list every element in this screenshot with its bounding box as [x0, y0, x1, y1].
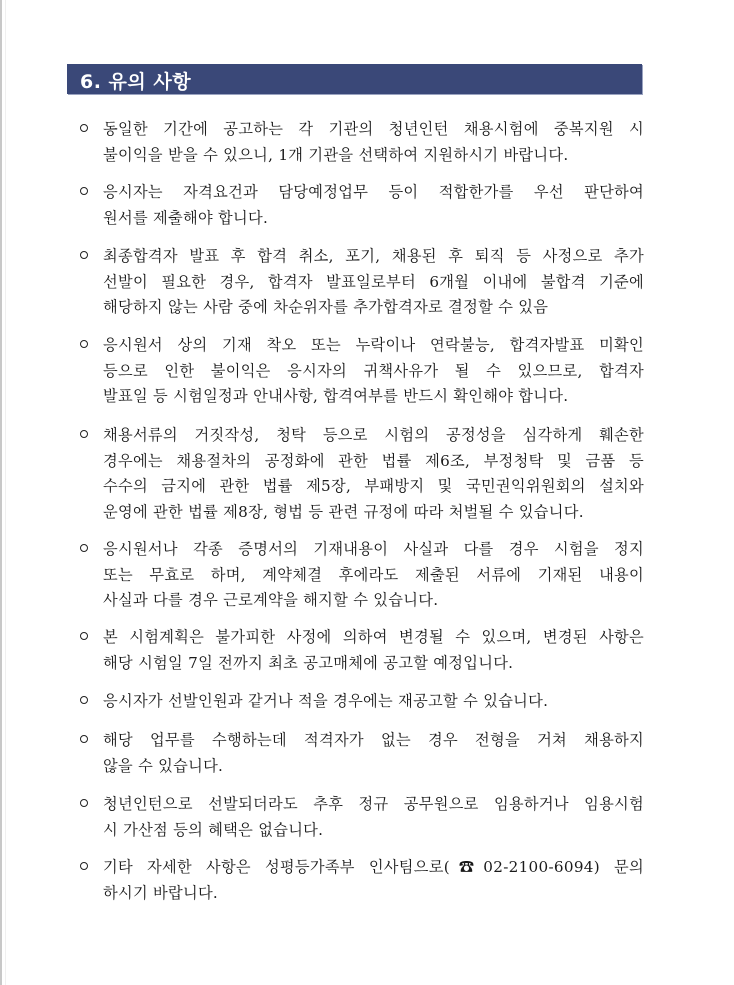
note-text: 채용서류의 거짓작성, 청탁 등으로 시험의 공정성을 심각하게 훼손한 경우에는 채용절차의 공정화에 관한 법률 제6조, 부정청탁 및 금품 등 수수의 금지에 관한 법률 제5장, 부패방지 및 국민권익위원회의 설치와 운영에 관한 법률 제8장, 형법 등 관련 규정에 따라 처벌될 수 있습니다.: [103, 426, 644, 521]
note-text: 응시원서나 각종 증명서의 기재내용이 사실과 다를 경우 시험을 정지 또는 무효로 하며, 계약체결 후에라도 제출된 서류에 기재된 내용이 사실과 다를 경우 근로계약을 해지할 수 있습니다.: [103, 540, 644, 609]
note-text: 최종합격자 발표 후 합격 취소, 포기, 채용된 후 퇴직 등 사정으로 추가 선발이 필요한 경우, 합격자 발표일로부터 6개월 이내에 불합격 기준에 해당하지 않는 사람 중에 차순위자를 추가합격자로 결정할 수 있음: [103, 247, 644, 316]
note-item: [78, 423, 644, 525]
bullet-circle-icon: [78, 792, 88, 818]
bullet-circle-icon: [78, 625, 88, 651]
page-left-border: [0, 0, 2, 985]
note-item: [78, 792, 644, 843]
note-item: [78, 728, 644, 779]
bullet-circle-icon: [78, 728, 88, 754]
note-item: [78, 537, 644, 614]
page-left-shadow: [5, 0, 6, 985]
bullet-circle-icon: [78, 117, 88, 143]
bullet-circle-icon: [78, 689, 88, 715]
note-text: 응시자가 선발인원과 같거나 적을 경우에는 재공고할 수 있습니다.: [103, 692, 549, 710]
note-text: 응시자는 자격요건과 담당예정업무 등이 적합한가를 우선 판단하여 원서를 제출해야 합니다.: [103, 183, 644, 227]
note-item: [78, 117, 644, 168]
note-text: 기타 자세한 사항은 성평등가족부 인사팀으로(☎02-2100-6094) 문의 하시기 바랍니다.: [103, 855, 644, 906]
section-header: [67, 64, 642, 94]
note-text: 본 시험계획은 불가피한 사정에 의하여 변경될 수 있으며, 변경된 사항은 해당 시험일 7일 전까지 최초 공고매체에 공고할 예정입니다.: [103, 628, 644, 672]
bullet-circle-icon: [78, 333, 88, 359]
note-item: [78, 180, 644, 231]
bullet-circle-icon: [78, 855, 88, 881]
note-text: 응시원서 상의 기재 착오 또는 누락이나 연락불능, 합격자발표 미확인 등으로 인한 불이익은 응시자의 귀책사유가 될 수 있으므로, 합격자 발표일 등 시험일정과 안내사항, 합격여부를 반드시 확인해야 합니다.: [103, 336, 644, 405]
note-item: [78, 244, 644, 321]
note-item: [78, 625, 644, 676]
note-text: 해당 업무를 수행하는데 적격자가 없는 경우 전형을 거쳐 채용하지 않을 수 있습니다.: [103, 731, 644, 775]
note-item: [78, 333, 644, 410]
note-item: [78, 689, 644, 715]
section-title: 6. 유의 사항: [80, 71, 192, 93]
bullet-circle-icon: [78, 244, 88, 270]
bullet-circle-icon: [78, 423, 88, 449]
note-text: 동일한 기간에 공고하는 각 기관의 청년인턴 채용시험에 중복지원 시 불이익을 받을 수 있으니, 1개 기관을 선택하여 지원하시기 바랍니다.: [103, 120, 644, 164]
note-item-contact: [78, 855, 644, 906]
bullet-circle-icon: [78, 180, 88, 206]
note-text: 청년인턴으로 선발되더라도 추후 정규 공무원으로 임용하거나 임용시험 시 가산점 등의 혜택은 없습니다.: [103, 795, 644, 839]
bullet-circle-icon: [78, 537, 88, 563]
contact-line: 기타 자세한 사항은 성평등가족부 인사팀으로(☎02-2100-6094) 문의: [103, 858, 644, 876]
